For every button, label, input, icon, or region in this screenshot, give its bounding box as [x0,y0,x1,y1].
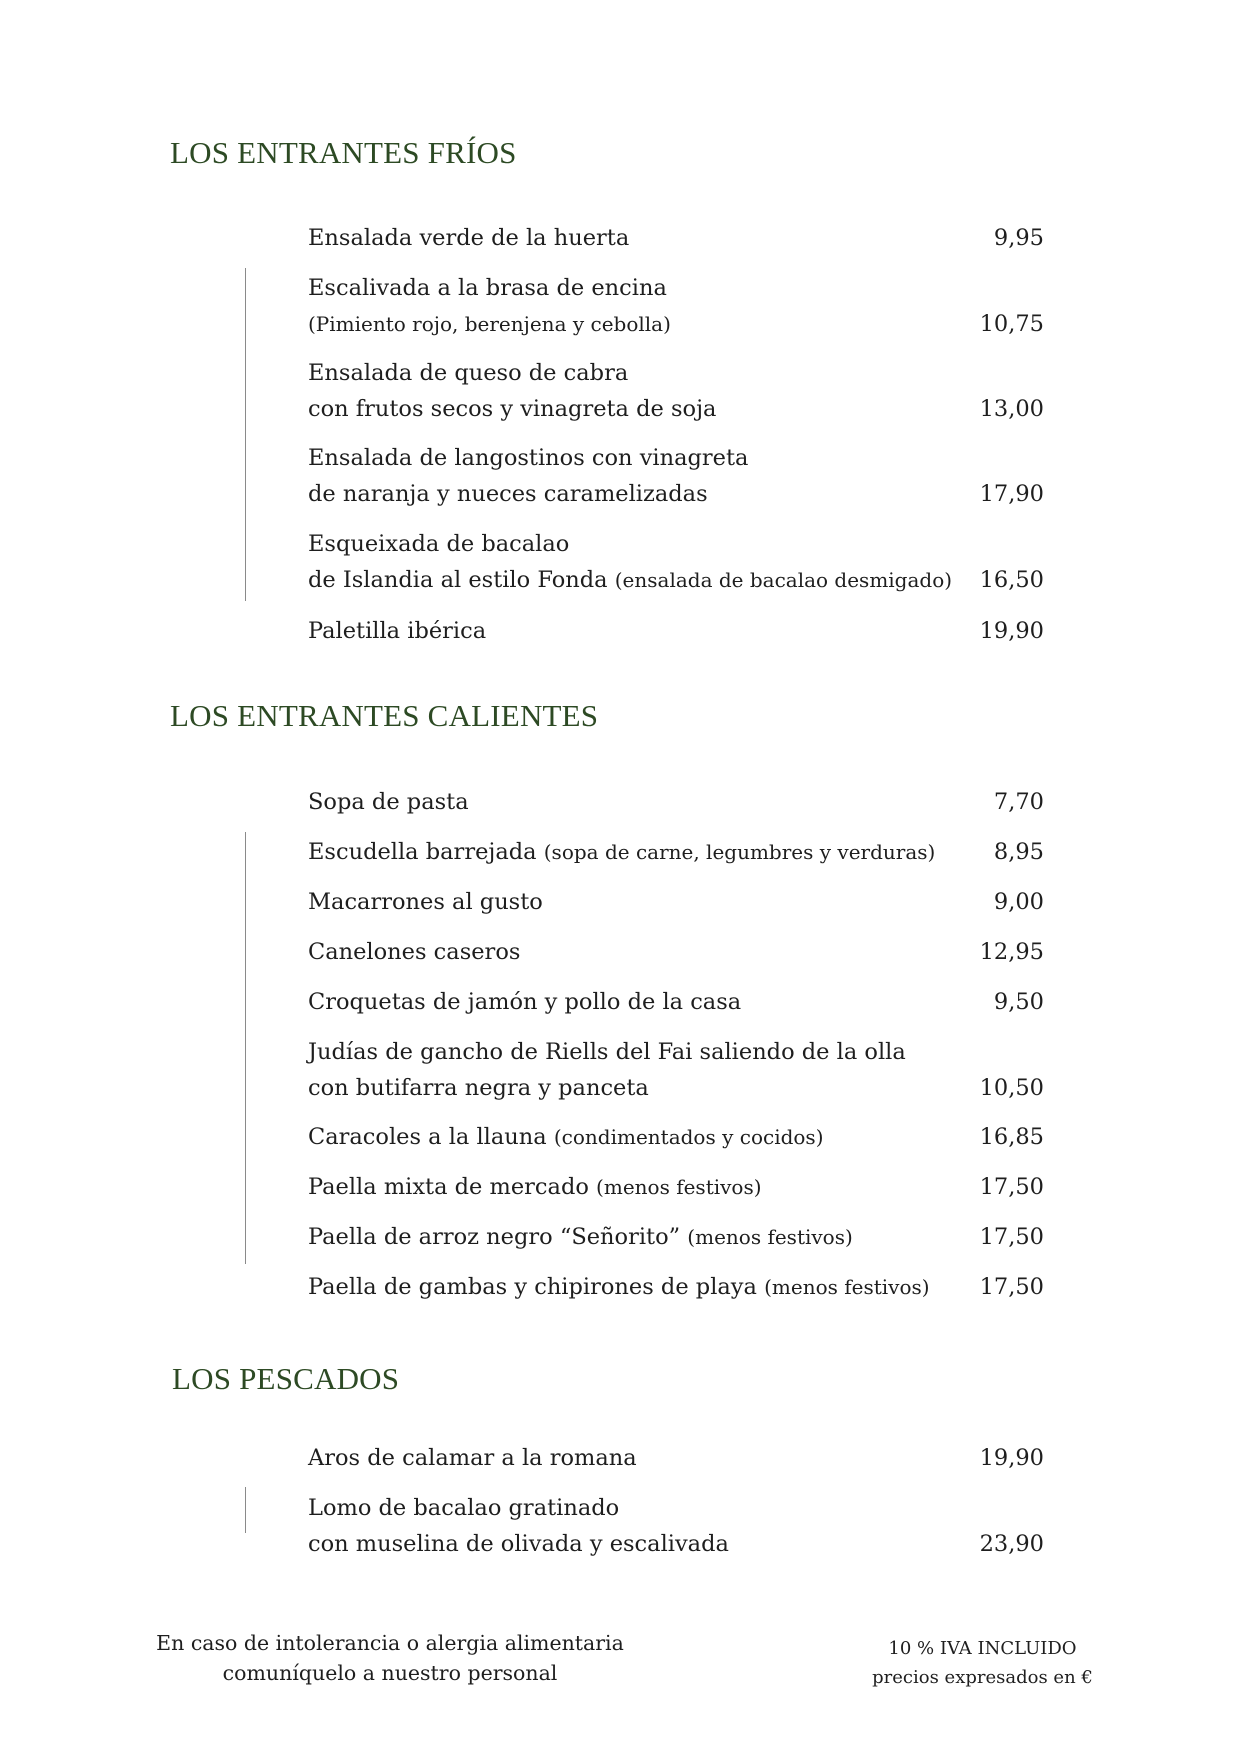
allergy-notice [150,1628,630,1688]
menu-item [308,613,1044,649]
dish-detail: (Pimiento rojo, berenjena y cebolla) [308,312,671,336]
dish-price: 19,90 [979,618,1044,644]
menu-item [308,884,1044,920]
menu-item [308,1034,1044,1106]
tax-notice [850,1634,1115,1692]
dish-name: Caracoles a la llauna [308,1124,547,1150]
menu-item [308,934,1044,970]
dish-price: 13,00 [979,396,1044,422]
dish-detail: de naranja y nueces caramelizadas [308,481,708,507]
menu-item [308,834,1044,870]
dish-name: Esqueixada de bacalao [308,531,570,557]
dish-name: Escalivada a la brasa de encina [308,275,667,301]
dish-name: Judías de gancho de Riells del Fai saliendo de la olla [308,1039,906,1065]
section-divider [245,268,246,601]
menu-item [308,1169,1044,1205]
dish-name: Aros de calamar a la romana [308,1445,637,1471]
menu-item [308,784,1044,820]
dish-price: 10,75 [979,311,1044,337]
currency-line: precios expresados en € [872,1667,1093,1688]
dish-name: Canelones caseros [308,939,521,965]
dish-name: Lomo de bacalao gratinado [308,1495,620,1521]
dish-name: Paella mixta de mercado [308,1174,589,1200]
dish-note: (condimentados y cocidos) [553,1125,824,1149]
dish-price: 9,50 [993,989,1044,1015]
dish-name: Ensalada verde de la huerta [308,225,630,251]
menu-item [308,1269,1044,1305]
dish-price: 23,90 [979,1531,1044,1557]
dish-price: 7,70 [993,789,1044,815]
menu-item [308,526,1044,598]
dish-name: Croquetas de jamón y pollo de la casa [308,989,742,1015]
dish-price: 17,50 [979,1224,1044,1250]
dish-name: Escudella barrejada [308,839,537,865]
section-title-entrantes-frios: LOS ENTRANTES FRÍOS [170,135,517,170]
menu-item [308,1490,1044,1562]
menu-item [308,355,1044,427]
dish-note: (menos festivos) [764,1275,930,1299]
dish-name: Ensalada de queso de cabra [308,360,629,386]
menu-item [308,1119,1044,1155]
dish-price: 8,95 [993,839,1044,865]
allergy-line: En caso de intolerancia o alergia alimentaria [156,1631,624,1655]
dish-price: 17,90 [979,481,1044,507]
dish-detail: con butifarra negra y panceta [308,1075,649,1101]
dish-price: 17,50 [979,1174,1044,1200]
dish-name: Paletilla ibérica [308,618,487,644]
dish-note: (menos festivos) [687,1225,853,1249]
dish-name: Paella de gambas y chipirones de playa [308,1274,757,1300]
menu-item [308,1219,1044,1255]
dish-price: 9,00 [993,889,1044,915]
dish-name: Macarrones al gusto [308,889,543,915]
tax-line: 10 % IVA INCLUIDO [888,1638,1077,1659]
menu-item [308,1440,1044,1476]
allergy-line: comuníquelo a nuestro personal [222,1661,558,1685]
dish-detail: con muselina de olivada y escalivada [308,1531,729,1557]
dish-name: Paella de arroz negro “Señorito” [308,1224,681,1250]
dish-note: (sopa de carne, legumbres y verduras) [543,840,936,864]
dish-name: Ensalada de langostinos con vinagreta [308,445,749,471]
section-divider [245,1487,246,1533]
menu-item [308,440,1044,512]
menu-item [308,220,1044,256]
dish-detail: de Islandia al estilo Fonda [308,567,608,593]
section-title-entrantes-calientes: LOS ENTRANTES CALIENTES [170,698,599,733]
dish-price: 10,50 [979,1075,1044,1101]
dish-note: (menos festivos) [596,1175,762,1199]
menu-item [308,270,1044,342]
dish-detail: con frutos secos y vinagreta de soja [308,396,717,422]
dish-price: 17,50 [979,1274,1044,1300]
dish-price: 9,95 [993,225,1044,251]
menu-item [308,984,1044,1020]
section-divider [245,832,246,1264]
dish-price: 16,85 [979,1124,1044,1150]
dish-name: Sopa de pasta [308,789,469,815]
dish-note: (ensalada de bacalao desmigado) [614,568,953,592]
dish-price: 12,95 [979,939,1044,965]
section-title-pescados: LOS PESCADOS [172,1361,400,1396]
dish-price: 16,50 [979,567,1044,593]
dish-price: 19,90 [979,1445,1044,1471]
